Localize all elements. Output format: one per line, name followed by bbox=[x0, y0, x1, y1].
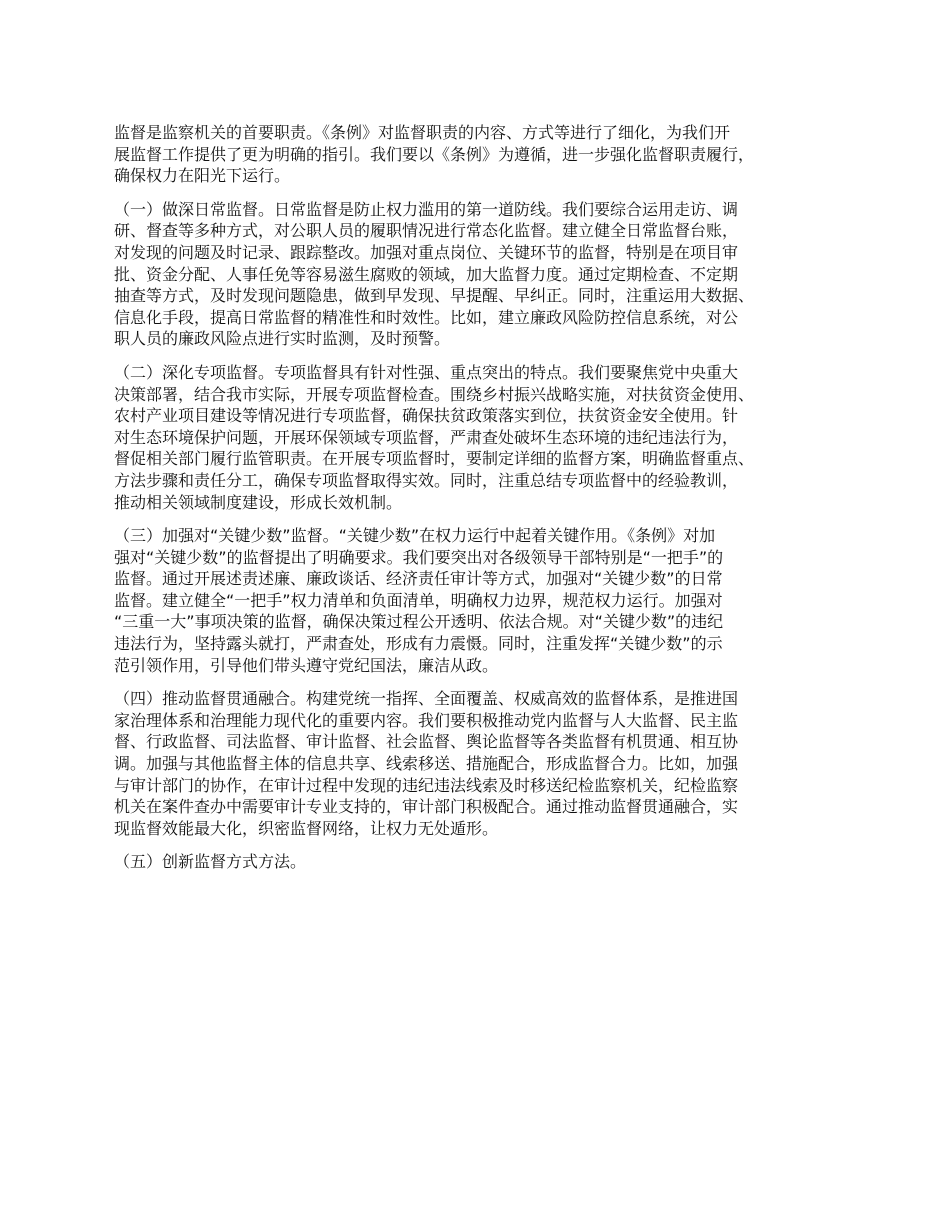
paragraph-innovation-heading bbox=[114, 851, 858, 873]
text-line: （一）做深日常监督。日常监督是防止权力滥用的第一道防线。我们要综合运用走访、调 bbox=[114, 199, 739, 219]
text-line: 机关在案件查办中需要审计专业支持的，审计部门积极配合。通过推动监督贯通融合，实 bbox=[114, 797, 739, 817]
text-line: “三重一大”事项决策的监督，确保决策过程公开透明、依法合规。对“关键少数”的违纪 bbox=[114, 612, 724, 632]
text-line: 督、行政监督、司法监督、审计监督、社会监督、舆论监督等各类监督有机贯通、相互协 bbox=[114, 732, 739, 752]
text-line: 职人员的廉政风险点进行实时监测，及时预警。 bbox=[114, 329, 451, 349]
text-line: 方法步骤和责任分工，确保专项监督取得实效。同时，注重总结专项监督中的经验教训， bbox=[114, 470, 739, 490]
text-line: 研、督查等多种方式，对公职人员的履职情况进行常态化监督。建立健全日常监督台账， bbox=[114, 221, 739, 241]
text-line: 强对“关键少数”的监督提出了明确要求。我们要突出对各级领导干部特别是“一把手”的 bbox=[114, 547, 724, 567]
paragraph-key-minority bbox=[114, 525, 858, 676]
text-line: 对生态环境保护问题，开展环保领域专项监督，严肃查处破坏生态环境的违纪违法行为， bbox=[114, 427, 739, 447]
text-line: 展监督工作提供了更为明确的指引。我们要以《条例》为遵循，进一步强化监督职责履行， bbox=[114, 144, 755, 164]
text-line: 家治理体系和治理能力现代化的重要内容。我们要积极推动党内监督与人大监督、民主监 bbox=[114, 710, 739, 730]
text-line: 范引领作用，引导他们带头遵守党纪国法，廉洁从政。 bbox=[114, 655, 499, 675]
text-line: 推动相关领域制度建设，形成长效机制。 bbox=[114, 492, 403, 512]
paragraph-integration bbox=[114, 688, 858, 839]
text-line: 督促相关部门履行监管职责。在开展专项监督时，要制定详细的监督方案，明确监督重点、 bbox=[114, 449, 755, 469]
paragraph-daily-supervision bbox=[114, 199, 858, 350]
document-page bbox=[114, 122, 858, 885]
paragraph-special-supervision bbox=[114, 362, 858, 513]
text-line: 对发现的问题及时记录、跟踪整改。加强对重点岗位、关键环节的监督，特别是在项目审 bbox=[114, 242, 739, 262]
text-line: 农村产业项目建设等情况进行专项监督，确保扶贫政策落实到位，扶贫资金安全使用。针 bbox=[114, 406, 739, 426]
text-line: 调。加强与其他监督主体的信息共享、线索移送、措施配合，形成监督合力。比如，加强 bbox=[114, 754, 739, 774]
text-line: 现监督效能最大化，织密监督网络，让权力无处遁形。 bbox=[114, 818, 499, 838]
text-line: 监督。通过开展述责述廉、廉政谈话、经济责任审计等方式，加强对“关键少数”的日常 bbox=[114, 569, 723, 589]
text-line: 决策部署，结合我市实际，开展专项监督检查。围绕乡村振兴战略实施，对扶贫资金使用、 bbox=[114, 384, 755, 404]
text-line: （四）推动监督贯通融合。构建党统一指挥、全面覆盖、权威高效的监督体系，是推进国 bbox=[114, 689, 739, 709]
text-line: 监督。建立健全“一把手”权力清单和负面清单，明确权力边界，规范权力运行。加强对 bbox=[114, 590, 723, 610]
text-line: 违法行为，坚持露头就打，严肃查处，形成有力震慑。同时，注重发挥“关键少数”的示 bbox=[114, 634, 723, 654]
text-line: 抽查等方式，及时发现问题隐患，做到早发现、早提醒、早纠正。同时，注重运用大数据、 bbox=[114, 286, 755, 306]
text-line: （三）加强对“关键少数”监督。“关键少数”在权力运行中起着关键作用。《条例》对加 bbox=[114, 526, 716, 546]
text-line: 信息化手段，提高日常监督的精准性和时效性。比如，建立廉政风险防控信息系统，对公 bbox=[114, 307, 739, 327]
text-line: 与审计部门的协作，在审计过程中发现的违纪违法线索及时移送纪检监察机关，纪检监察 bbox=[114, 775, 739, 795]
text-line: （五）创新监督方式方法。 bbox=[114, 852, 307, 872]
paragraph-intro bbox=[114, 122, 858, 187]
text-line: 确保权力在阳光下运行。 bbox=[114, 166, 291, 186]
text-line: 监督是监察机关的首要职责。《条例》对监督职责的内容、方式等进行了细化，为我们开 bbox=[114, 123, 731, 142]
text-line: 批、资金分配、人事任免等容易滋生腐败的领域，加大监督力度。通过定期检查、不定期 bbox=[114, 264, 739, 284]
text-line: （二）深化专项监督。专项监督具有针对性强、重点突出的特点。我们要聚焦党中央重大 bbox=[114, 362, 739, 382]
